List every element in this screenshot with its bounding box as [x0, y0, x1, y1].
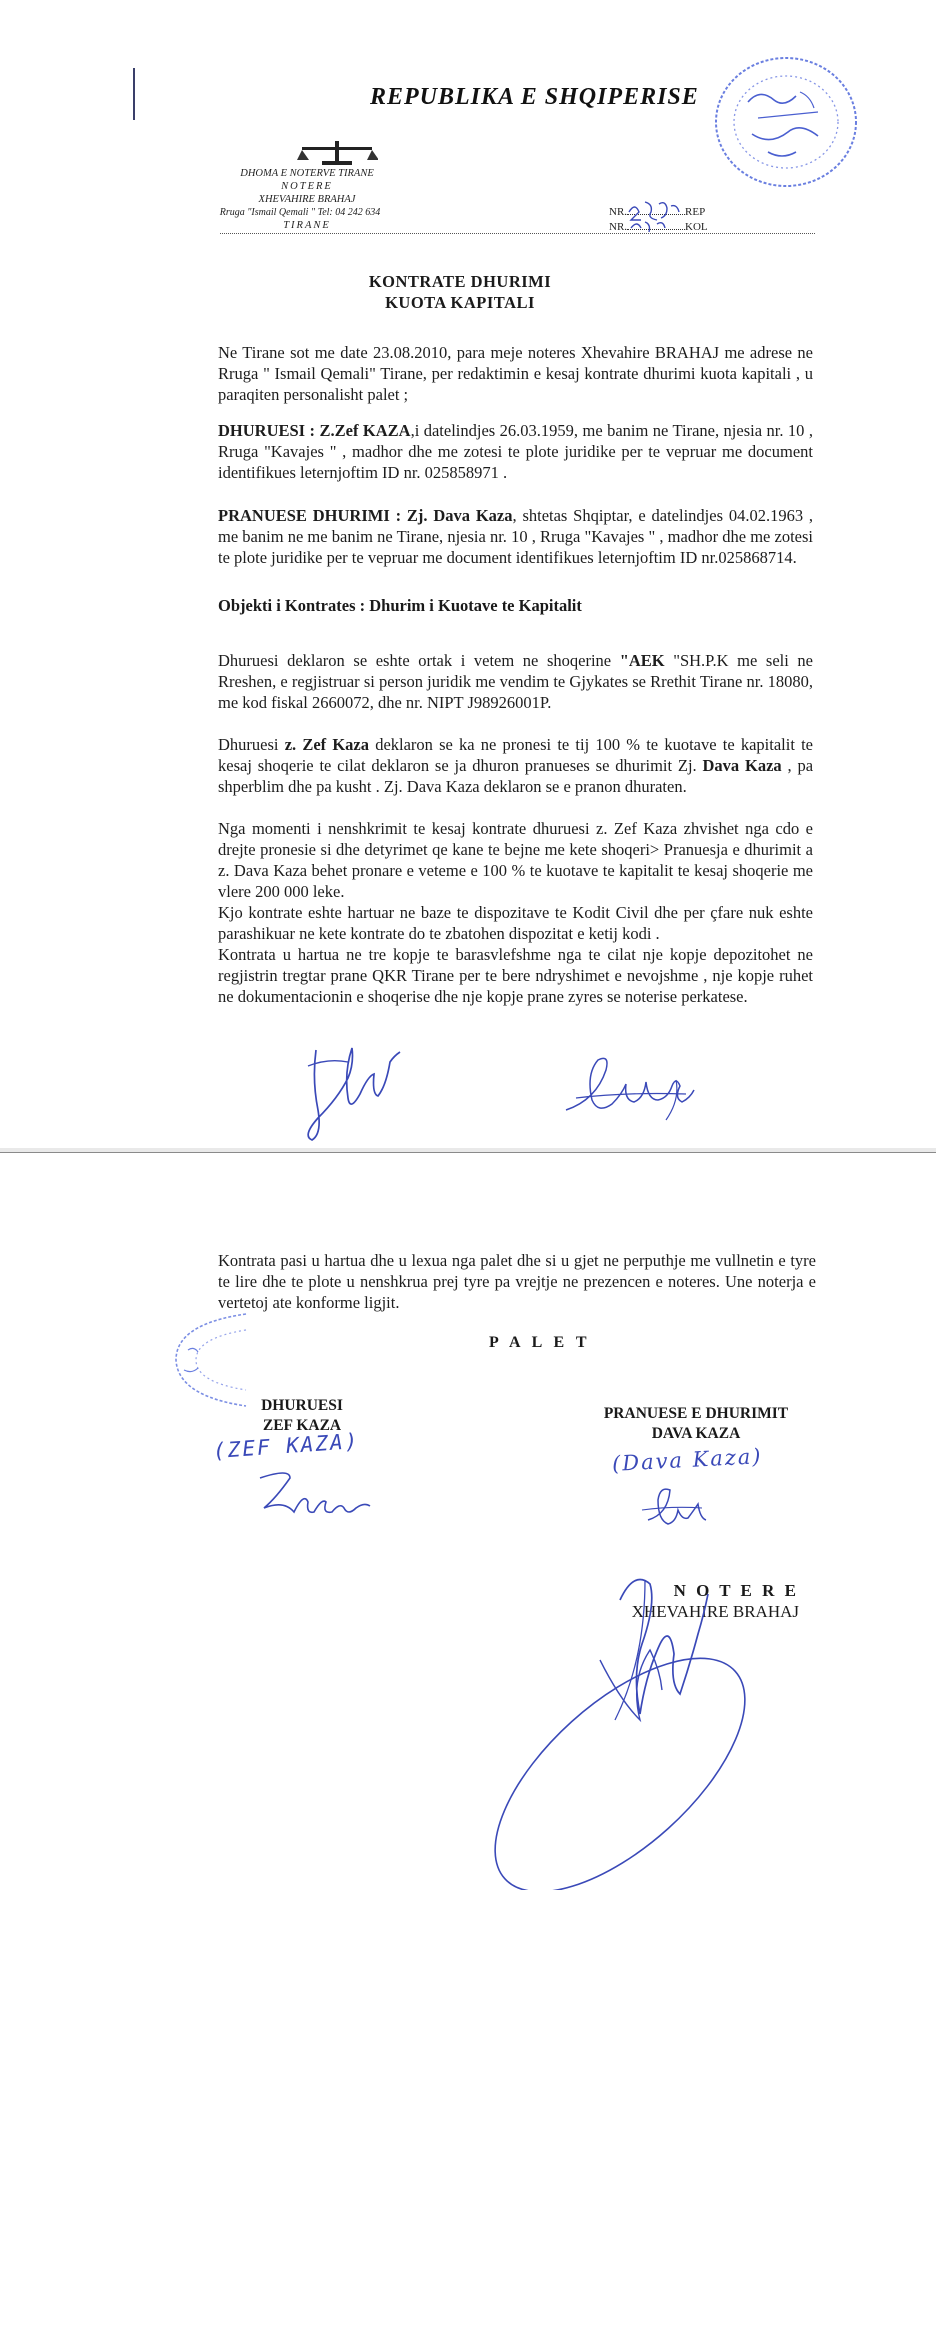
transfer-recipient-name: Dava Kaza [702, 756, 782, 775]
office-city: TIRANE [283, 220, 331, 231]
declaration-text-b: "SH.P.K me seli ne Rreshen, e regjistruar si person juridik me vendim te Gjykates se Rrethit Tirane nr. 18080, me kod fiskal 2660072, dhe nr. NIPT J98926001P. [218, 651, 813, 712]
company-name: "AEK [619, 651, 674, 670]
contract-title: KONTRATE DHURIMI [368, 272, 552, 291]
notary-signature [470, 1540, 800, 1890]
nr-kol-suffix: KOL [685, 221, 708, 233]
donor-label: DHURUESI : [218, 421, 316, 440]
declaration-paragraph [218, 650, 813, 713]
nr-rep-label: NR. [609, 206, 628, 218]
nr-kol-label: NR. [609, 221, 628, 233]
donor-role: DHURUESI [261, 1397, 343, 1414]
intro-paragraph: Ne Tirane sot me date 23.08.2010, para meje noteres Xhevahire BRAHAJ me adrese ne Rruga " Ismail Qemali" Tirane, per redaktimin e kesaj kontrate dhurimi kuota kapitali , u paraqiten personalisht palet ; [218, 343, 813, 404]
recipient-name: Zj. Dava Kaza [406, 506, 513, 525]
official-stamp-icon [708, 52, 864, 192]
donor-details: ,i datelindjes 26.03.1959, me banim ne Tirane, njesia nr. 10 , Rruga "Kavajes " , madhor dhe me zotesi te plote juridike per te vepruar me document identifikues leternjoftim ID nr. 025858971 . [218, 421, 813, 482]
header-divider [220, 233, 815, 234]
scales-of-justice-icon [296, 139, 378, 167]
partial-stamp-icon [168, 1310, 248, 1410]
notary-office-block [219, 167, 382, 232]
legal-basis-paragraph: Kjo kontrate eshte hartuar ne baze te dispozitave te Kodit Civil dhe per çfare nuk eshte parashikuar ne kete kontrate do te zbatohen dispozitat e ketij kodi . [218, 903, 813, 943]
document-header-title: REPUBLIKA E SHQIPERISE [370, 84, 699, 110]
transfer-donor-name: z. Zef Kaza [284, 735, 376, 754]
closing-paragraph: Kontrata pasi u hartua dhe u lexua nga palet dhe si u gjet ne perputhje me vullnetin e tyre te lire dhe te plote u nenshkrua prej tyre pa vrejtje ne prezencen e noteres. Une noterja e vertetoj ate konforme ligjit. [218, 1251, 816, 1312]
donor-paragraph [218, 420, 813, 483]
recipient-role: PRANUESE E DHURIMIT [603, 1405, 789, 1422]
recipient-signature-page1 [556, 1050, 706, 1130]
notary-role: N O T E R E [673, 1581, 799, 1600]
transfer-text-c: , pa shperblim dhe pa kusht . Zj. Dava Kaza deklaron se e pranon dhuraten. [218, 756, 814, 796]
recipient-handwritten-name: (Dava Kaza) [611, 1444, 764, 1476]
donor-block-name: ZEF KAZA [262, 1417, 342, 1434]
copies-paragraph: Kontrata u hartua ne tre kopje te barasvlefshme nga te cilat nje kopje depozitohet ne regjistrin tregtar prane QKR Tirane per te bere ndryshimet e nevojshme , nje kopje ruhet ne dokumentacionin e shoqerise dhe nje kopje prane zyres se noterise perkatese. [218, 945, 813, 1006]
office-role: NOTERE [281, 181, 333, 192]
donor-handwritten-name: (ZEF KAZA) [212, 1428, 361, 1464]
contract-subtitle: KUOTA KAPITALI [385, 293, 535, 312]
recipient-block-name: DAVA KAZA [651, 1425, 741, 1442]
notary-name: XHEVAHIRE BRAHAJ [631, 1602, 799, 1621]
donor-name: Z.Zef KAZA [319, 421, 411, 440]
office-notary-name: XHEVAHIRE BRAHAJ [258, 194, 356, 205]
transfer-text-b: deklaron se ka ne pronesi te tij 100 % te kuotave te kapitalit te kesaj shoqerie te cilat deklaron se ja dhuron pranueses se dhurimit Zj. [218, 735, 813, 775]
recipient-signature-page2 [636, 1480, 716, 1536]
donor-signature-page2 [250, 1464, 400, 1520]
recipient-paragraph [218, 505, 813, 568]
contract-object-heading: Objekti i Kontrates : Dhurim i Kuotave te Kapitalit [218, 596, 582, 615]
office-address: Rruga "Ismail Qemali " Tel: 04 242 634 [219, 207, 381, 218]
handwritten-register-numbers [625, 198, 689, 234]
transfer-paragraph [218, 734, 813, 797]
ownership-paragraph: Nga momenti i nenshkrimit te kesaj kontrate dhuruesi z. Zef Kaza zhvishet nga cdo e drejte pronesie si dhe detyrimet qe kane te bejne me kete shoqeri> Pranuesja e dhurimit a z. Dava Kaza behet pronare e veteme e 100 % te kuotave te kapitalit te kesaj shoqerie me vlere 200 000 leke. [218, 819, 813, 901]
recipient-details: , shtetas Shqiptar, e datelindjes 04.02.1963 , me banim ne me banim ne Tirane, njesia nr. 10 , Rruga "Kavajes " , madhor dhe me zotesi te plote juridike per te vepruar me document identifikues leternjoftim ID nr.025868714. [218, 506, 814, 567]
page-separator-line [0, 1152, 936, 1153]
declaration-text-a: Dhuruesi deklaron se eshte ortak i vetem ne shoqerine [218, 651, 620, 670]
nr-rep-suffix: REP [685, 206, 706, 218]
office-chamber: DHOMA E NOTERVE TIRANE [240, 168, 374, 179]
parties-heading: P A L E T [489, 1334, 591, 1351]
donor-signature-page1 [298, 1036, 408, 1148]
transfer-text-a: Dhuruesi [218, 735, 285, 754]
scan-edge-mark [133, 68, 135, 120]
recipient-label: PRANUESE DHURIMI : [218, 506, 402, 525]
recipient-block [586, 1404, 806, 1444]
